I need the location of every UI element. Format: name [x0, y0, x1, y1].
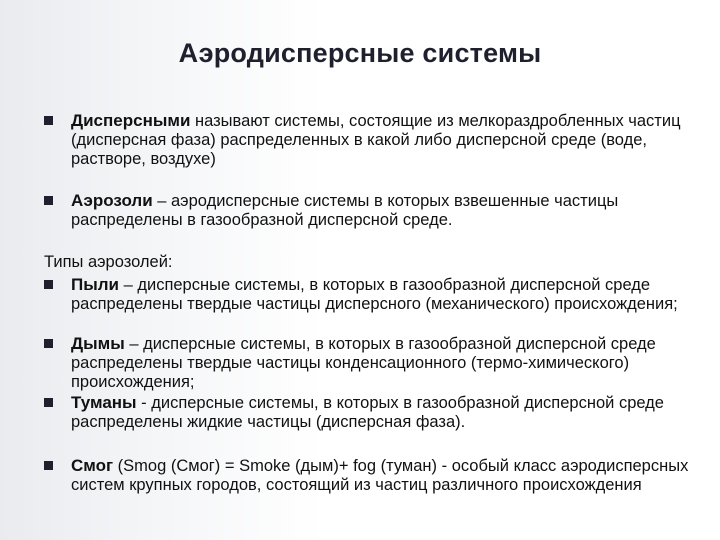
slide-title: Аэродисперсные системы: [178, 38, 542, 68]
definition-dispersed: [44, 111, 694, 171]
type-dust: [44, 275, 694, 333]
term-description: - дисперсные системы, в которых в газообразной дисперсной среде распределены жидкие частицы (дисперсная фаза).: [71, 394, 664, 431]
bullet-square-icon: [44, 280, 53, 289]
type-fog: [44, 393, 694, 433]
term-description: – дисперсные системы, в которых в газообразной дисперсной среде распределены твердые частицы конденсационного (термо-химического) происхождения;: [71, 335, 656, 391]
term-label: Дисперсными: [71, 111, 191, 130]
term-label: Туманы: [71, 393, 137, 412]
bullet-square-icon: [44, 461, 53, 470]
type-text: [71, 393, 694, 432]
type-smoke: [44, 334, 694, 392]
term-description: – аэродисперсные системы в которых взвешенные частицы распределены в газообразной дисперсной среде.: [71, 192, 619, 229]
term-label: Смог: [71, 456, 114, 475]
definition-text: [71, 456, 694, 495]
bullet-square-icon: [44, 196, 53, 205]
term-label: Пыли: [71, 275, 119, 294]
bullet-square-icon: [44, 398, 53, 407]
term-description: (Smog (Смог) = Smoke (дым)+ fog (туман) - особый класс аэродисперсных систем крупных городов, состоящий из частиц различного происхождения: [71, 457, 689, 494]
types-heading: Типы аэрозолей:: [44, 253, 173, 271]
term-description: называют системы, состоящие из мелкораздробленных частиц (дисперсная фаза) распределенных в какой либо дисперсной среде (воде, растворе, воздухе): [71, 112, 681, 168]
definition-aerosols: [44, 191, 694, 231]
bullet-square-icon: [44, 339, 53, 348]
definition-smog: [44, 456, 694, 516]
term-description: – дисперсные системы, в которых в газообразной дисперсной среде распределены твердые частицы дисперсного (механического) происхождения;: [71, 276, 678, 313]
definition-text: [71, 111, 694, 169]
definition-text: [71, 191, 694, 230]
type-text: [71, 334, 694, 392]
type-text: [71, 275, 694, 314]
term-label: Дымы: [71, 334, 125, 353]
bullet-square-icon: [44, 116, 53, 125]
term-label: Аэрозоли: [71, 191, 153, 210]
